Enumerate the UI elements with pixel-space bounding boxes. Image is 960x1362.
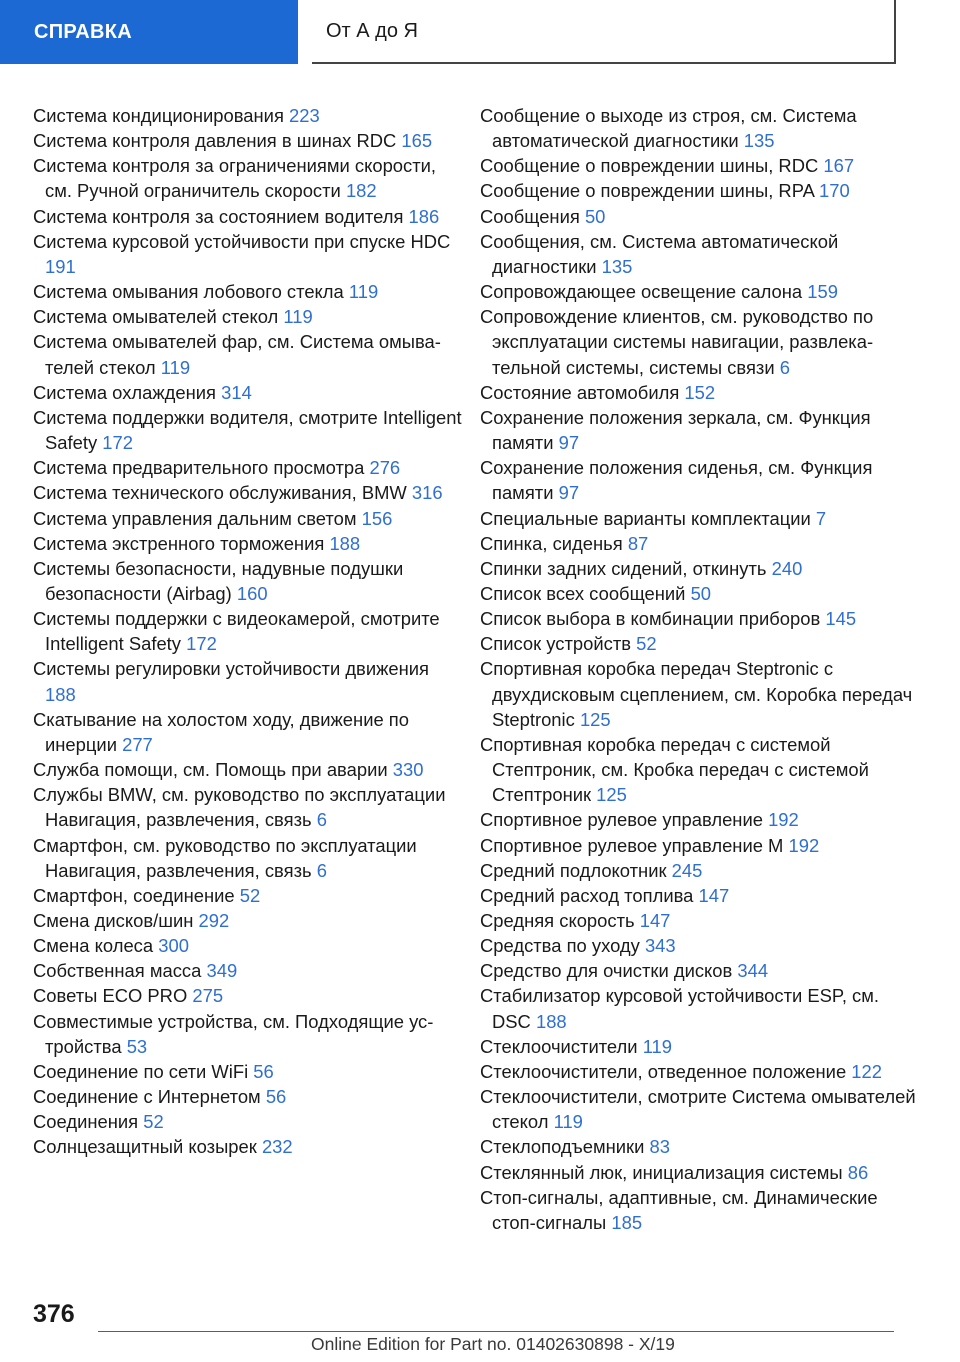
index-entry-text: Скатывание на холостом ходу, движение по инерции — [33, 708, 409, 755]
index-entry[interactable] — [480, 204, 920, 229]
index-entry[interactable] — [33, 279, 463, 304]
index-entry[interactable] — [480, 833, 920, 858]
index-entry-page-link[interactable]: 172 — [186, 633, 217, 655]
index-entry-page-link[interactable]: 147 — [698, 884, 730, 906]
index-entry-text: Система технического обслуживания, BMW — [33, 482, 407, 504]
index-entry-text: Система экстренного торможения — [33, 532, 325, 554]
index-entry[interactable] — [33, 103, 463, 128]
index-entry[interactable] — [480, 229, 920, 279]
index-entry-page-link[interactable]: 172 — [102, 432, 133, 454]
index-entry-page-link[interactable]: 119 — [283, 306, 313, 328]
index-entry-page-link[interactable]: 147 — [639, 910, 671, 931]
index-entry-page-link[interactable]: 330 — [392, 759, 424, 781]
index-entry[interactable] — [480, 380, 920, 405]
index-entry-text: Сохранение положения сиденья, см. Функция памяти — [480, 457, 873, 504]
index-entry[interactable] — [33, 933, 463, 958]
index-entry-page-link[interactable]: 156 — [361, 507, 393, 529]
index-entry-page-link[interactable]: 135 — [743, 130, 775, 152]
index-entry-page-link[interactable]: 50 — [584, 205, 606, 227]
index-entry-text: Стеклоочистители — [480, 1035, 638, 1057]
index-entry[interactable] — [480, 656, 920, 731]
index-entry-page-link[interactable]: 52 — [239, 884, 261, 906]
index-entry-text: Системы безопасности, надувные подушки безопасности (Airbag) — [33, 557, 404, 604]
index-entry-page-link[interactable]: 188 — [329, 532, 361, 554]
index-entry-page-link[interactable]: 122 — [851, 1060, 882, 1082]
index-entry-page-link[interactable]: 152 — [684, 381, 716, 403]
index-entry-page-link[interactable]: 314 — [221, 381, 252, 403]
index-entry-text: Служба помощи, см. Помощь при аварии — [33, 759, 388, 781]
index-entry[interactable] — [480, 1034, 920, 1059]
index-entry[interactable] — [480, 304, 920, 379]
index-entry-text: Сообщение о повреждении шины, RPA — [480, 180, 814, 202]
index-entry-page-link[interactable]: 182 — [345, 180, 377, 202]
index-entry-page-link[interactable]: 125 — [579, 708, 611, 730]
index-entry[interactable] — [33, 380, 463, 405]
index-entry-text: Спинки задних сидений, откинуть — [480, 557, 767, 579]
index-entry[interactable] — [480, 178, 920, 203]
index-entry-text: Смартфон, см. руководство по эксплуатации Навигация, развлечения, связь — [33, 834, 417, 881]
index-entry[interactable] — [480, 1160, 920, 1185]
index-entry-text: Сообщение о повреждении шины, RDC — [480, 155, 819, 177]
index-entry-page-link[interactable]: 83 — [649, 1136, 670, 1158]
index-entry[interactable] — [33, 1109, 463, 1134]
index-entry-text: Средний подлокотник — [480, 859, 667, 881]
footer-divider — [98, 1331, 894, 1332]
index-column-right — [480, 103, 920, 1235]
index-entry-text: Соединения — [33, 1111, 139, 1133]
index-entry-text: Список устройств — [480, 633, 632, 655]
index-entry-text: Спортивное рулевое управление — [480, 809, 763, 831]
index-entry[interactable] — [33, 983, 463, 1008]
index-entry[interactable] — [33, 707, 463, 757]
index-entry-page-link[interactable]: 170 — [818, 180, 850, 202]
index-entry-page-link[interactable]: 119 — [642, 1035, 673, 1057]
index-entry[interactable] — [480, 506, 920, 531]
index-entry-text: Стеклоочистители, смотрите Система омывателей стекол — [480, 1086, 916, 1133]
index-entry[interactable] — [480, 405, 920, 455]
index-entry-text: Специальные варианты комплектации — [480, 507, 811, 529]
index-entry-page-link[interactable]: 349 — [206, 960, 238, 982]
index-entry-text: Система омывания лобового стекла — [33, 281, 344, 303]
index-entry[interactable] — [33, 128, 463, 153]
index-entry[interactable] — [480, 581, 920, 606]
index-entry-page-link[interactable]: 6 — [316, 859, 327, 881]
index-entry-text: Система омывателей стекол — [33, 306, 279, 328]
index-entry[interactable] — [480, 983, 920, 1033]
index-entry-page-link[interactable]: 185 — [611, 1211, 643, 1233]
index-entry-text: Стеклоподъемники — [480, 1136, 645, 1158]
index-column-left — [33, 103, 463, 1160]
index-entry-text: Системы поддержки с видеокамерой, смотрите Intelligent Safety — [33, 608, 440, 655]
index-entry-text: Средняя скорость — [480, 910, 635, 931]
index-entry[interactable] — [480, 556, 920, 581]
index-entry[interactable] — [33, 1009, 463, 1059]
index-entry-text: Стеклоочистители, отведенное положение — [480, 1060, 847, 1082]
index-entry-text: Система курсовой устойчивости при спуске HDC — [33, 230, 451, 252]
index-entry-text: Стоп-сигналы, адаптивные, см. Динамические стоп-сигналы — [480, 1186, 878, 1233]
index-entry-page-link[interactable]: 97 — [558, 482, 580, 504]
index-entry[interactable] — [33, 455, 463, 480]
index-entry-text: Система омывателей фар, см. Система омывателей стекол — [33, 331, 441, 378]
index-entry[interactable] — [480, 732, 920, 807]
index-entry-page-link[interactable]: 56 — [265, 1086, 287, 1108]
footer-edition-text: Online Edition for Part no. 01402630898 - X/19 — [311, 1334, 675, 1354]
index-entry[interactable] — [33, 1134, 463, 1159]
index-entry-page-link[interactable]: 316 — [411, 482, 443, 504]
index-entry[interactable] — [480, 1134, 920, 1159]
index-entry[interactable] — [33, 908, 463, 933]
chapter-title: От А до Я — [312, 0, 896, 64]
index-entry-page-link[interactable]: 159 — [807, 281, 838, 303]
index-entry[interactable] — [33, 480, 463, 505]
index-entry[interactable] — [33, 204, 463, 229]
index-entry-text: Система контроля за ограничениями скорости, см. Ручной ограничитель скорости — [33, 155, 437, 202]
index-entry[interactable] — [33, 606, 463, 656]
index-entry-text: Солнцезащитный козырек — [33, 1136, 257, 1158]
index-entry-text: Средства по уходу — [480, 935, 640, 957]
index-entry[interactable] — [33, 531, 463, 556]
index-entry-page-link[interactable]: 232 — [261, 1136, 293, 1158]
index-entry-text: Сообщение о выходе из строя, см. Система автоматической диагностики — [480, 105, 857, 152]
index-entry[interactable] — [33, 329, 463, 379]
index-entry[interactable] — [480, 153, 920, 178]
index-entry[interactable] — [480, 606, 920, 631]
index-entry-page-link[interactable]: 188 — [45, 683, 76, 705]
index-entry-text: Состояние автомобиля — [480, 381, 680, 403]
index-entry[interactable] — [33, 958, 463, 983]
index-entry-text: Сообщения, см. Система автоматической диагностики — [480, 230, 839, 277]
index-entry[interactable] — [480, 858, 920, 883]
index-entry-text: Сопровождение клиентов, см. руководство по эксплуатации системы навигации, развлекательной системы, системы связи — [480, 306, 874, 378]
index-entry[interactable] — [33, 1084, 463, 1109]
index-entry-text: Совместимые устройства, см. Подходящие устройства — [33, 1010, 434, 1057]
index-entry-page-link[interactable]: 52 — [636, 633, 657, 655]
index-entry-page-link[interactable]: 192 — [768, 809, 799, 831]
index-entry-page-link[interactable]: 119 — [160, 356, 191, 378]
index-entry-page-link[interactable]: 344 — [737, 960, 769, 982]
index-entry-text: Соединение с Интернетом — [33, 1086, 261, 1108]
index-entry-page-link[interactable]: 86 — [847, 1161, 869, 1183]
index-entry-page-link[interactable]: 119 — [348, 281, 379, 303]
index-entry-text: Системы регулировки устойчивости движения — [33, 658, 430, 680]
index-entry-page-link[interactable]: 186 — [408, 205, 440, 227]
index-entry-text: Смена дисков/шин — [33, 910, 194, 931]
index-entry-text: Система охлаждения — [33, 381, 216, 403]
index-entry-text: Список выбора в комбинации приборов — [480, 608, 821, 630]
index-entry[interactable] — [33, 304, 463, 329]
index-entry-page-link[interactable]: 125 — [596, 784, 627, 806]
index-entry-page-link[interactable]: 223 — [289, 105, 320, 126]
index-entry-page-link[interactable]: 191 — [45, 255, 76, 277]
index-entry[interactable] — [480, 1059, 920, 1084]
index-entry-page-link[interactable]: 6 — [779, 356, 790, 378]
index-entry-page-link[interactable]: 53 — [126, 1035, 148, 1057]
index-entry-text: Стабилизатор курсовой устойчивости ESP, см. DSC — [480, 985, 879, 1032]
index-entry-page-link[interactable]: 275 — [192, 985, 224, 1007]
index-entry-text: Система поддержки водителя, смотрите Intelligent Safety — [33, 406, 462, 454]
index-entry-page-link[interactable]: 165 — [401, 130, 433, 152]
index-entry[interactable] — [480, 807, 920, 832]
index-entry[interactable] — [33, 1059, 463, 1084]
index-entry-page-link[interactable]: 192 — [788, 834, 820, 856]
index-entry[interactable] — [33, 153, 463, 203]
section-title: СПРАВКА — [0, 0, 298, 64]
index-entry-text: Спортивное рулевое управление M — [480, 834, 784, 856]
index-entry-page-link[interactable]: 97 — [558, 432, 580, 454]
index-entry[interactable] — [33, 405, 463, 455]
index-entry-page-link[interactable]: 240 — [771, 557, 803, 579]
index-entry[interactable] — [480, 631, 920, 656]
index-entry-text: Спортивная коробка передач с системой Стептроник, см. Кробка передач с системой Стептроник — [480, 733, 869, 806]
index-entry[interactable] — [33, 833, 463, 883]
index-entry-page-link[interactable]: 343 — [644, 935, 676, 957]
page-number: 376 — [33, 1300, 75, 1328]
index-entry[interactable] — [480, 933, 920, 958]
index-entry[interactable] — [480, 531, 920, 556]
index-entry-text: Службы BMW, см. руководство по эксплуатации Навигация, развлечения, связь — [33, 784, 446, 831]
index-entry-text: Система управления дальним светом — [33, 507, 357, 529]
index-entry[interactable] — [480, 455, 920, 505]
index-entry-text: Сохранение положения зеркала, см. Функция памяти — [480, 406, 871, 454]
index-entry[interactable] — [33, 782, 463, 832]
index-entry[interactable] — [33, 556, 463, 606]
index-entry-page-link[interactable]: 277 — [122, 733, 153, 755]
index-entry-page-link[interactable]: 188 — [535, 1010, 567, 1032]
index-entry-text: Собственная масса — [33, 960, 202, 982]
index-entry[interactable] — [33, 656, 463, 706]
index-entry-text: Стеклянный люк, инициализация системы — [480, 1161, 843, 1183]
index-entry[interactable] — [33, 883, 463, 908]
index-entry-page-link[interactable]: 52 — [143, 1111, 164, 1133]
index-entry-text: Сообщения — [480, 205, 580, 227]
index-entry-page-link[interactable]: 50 — [690, 582, 712, 604]
index-entry-page-link[interactable]: 145 — [825, 608, 857, 630]
index-entry-text: Средний расход топлива — [480, 884, 694, 906]
index-entry[interactable] — [480, 958, 920, 983]
index-entry-text: Советы ECO PRO — [33, 985, 188, 1007]
index-entry-page-link[interactable]: 6 — [316, 809, 327, 831]
index-entry-text: Система контроля давления в шинах RDC — [33, 130, 397, 152]
index-entry[interactable] — [480, 279, 920, 304]
index-entry-page-link[interactable]: 7 — [815, 507, 827, 529]
page-header — [0, 0, 960, 66]
index-entry[interactable] — [33, 506, 463, 531]
index-entry-text: Система контроля за состоянием водителя — [33, 205, 404, 227]
index-entry-text: Система предварительного просмотра — [33, 457, 365, 479]
index-entry-page-link[interactable]: 56 — [253, 1060, 274, 1082]
index-entry-text: Смена колеса — [33, 935, 154, 957]
index-entry-page-link[interactable]: 119 — [553, 1111, 583, 1133]
index-entry-text: Сопровождающее освещение салона — [480, 281, 803, 303]
index-entry-page-link[interactable]: 300 — [158, 935, 189, 957]
index-entry[interactable] — [480, 883, 920, 908]
index-entry-page-link[interactable]: 292 — [198, 910, 230, 931]
index-entry-text: Смартфон, соединение — [33, 884, 235, 906]
index-entry[interactable] — [480, 1084, 920, 1134]
index-entry-page-link[interactable]: 276 — [369, 457, 401, 479]
index-entry-text: Система кондиционирования — [33, 105, 284, 126]
index-entry[interactable] — [33, 229, 463, 279]
index-entry-page-link[interactable]: 245 — [671, 859, 703, 881]
index-entry-text: Список всех сообщений — [480, 582, 686, 604]
index-entry-page-link[interactable]: 167 — [823, 155, 855, 177]
index-entry-text: Средство для очистки дисков — [480, 960, 733, 982]
index-entry-page-link[interactable]: 135 — [601, 255, 633, 277]
index-entry-page-link[interactable]: 87 — [627, 532, 649, 554]
index-entry[interactable] — [480, 1185, 920, 1235]
index-entry[interactable] — [480, 908, 920, 933]
index-entry-text: Соединение по сети WiFi — [33, 1060, 249, 1082]
index-entry[interactable] — [480, 103, 920, 153]
index-entry[interactable] — [33, 757, 463, 782]
index-entry-text: Спортивная коробка передач Steptronic с двухдисковым сцеплением, см. Коробка передач Steptronic — [480, 658, 913, 730]
index-entry-text: Спинка, сиденья — [480, 532, 623, 554]
index-entry-page-link[interactable]: 160 — [236, 582, 268, 604]
